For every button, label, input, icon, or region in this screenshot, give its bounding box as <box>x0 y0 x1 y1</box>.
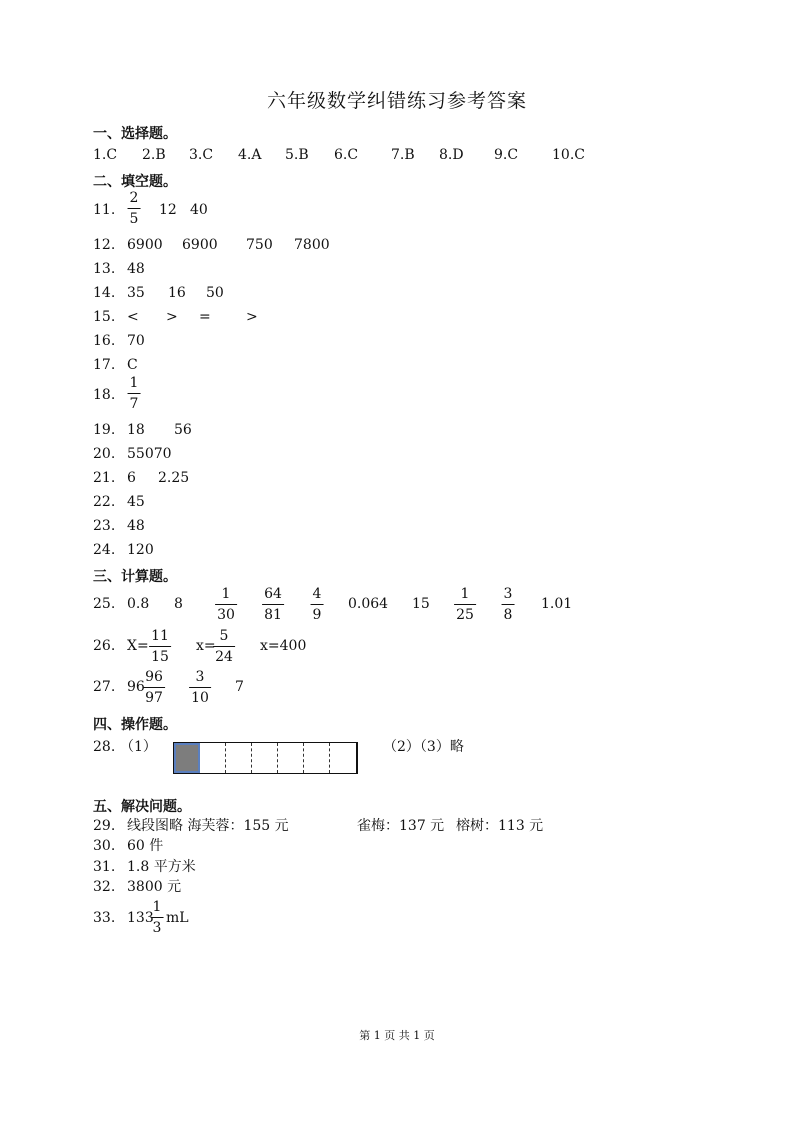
q31-answer: 1.8 平方米 <box>127 859 196 875</box>
choice-item: 8.D <box>439 147 464 163</box>
q25-value: 0.064 <box>348 596 389 612</box>
q19-value: 56 <box>174 422 192 438</box>
grid-cell <box>200 743 226 773</box>
page-footer: 第 1 页 共 1 页 <box>359 1029 435 1042</box>
numerator: 1 <box>460 586 470 602</box>
q29-answer: 线段图略 海芙蓉：155 元 <box>127 818 289 834</box>
denominator: 10 <box>191 690 209 706</box>
denominator: 3 <box>152 920 162 936</box>
denominator: 15 <box>151 649 169 665</box>
q24-number: 24. <box>93 542 116 558</box>
q25-fraction <box>311 586 324 623</box>
numerator: 3 <box>195 669 205 685</box>
denominator: 30 <box>217 607 235 623</box>
q21-value: 2.25 <box>158 470 190 486</box>
choice-item: 4.A <box>238 147 262 163</box>
q25-value: 0.8 <box>127 596 150 612</box>
denominator: 8 <box>503 607 513 623</box>
q25-value: 8 <box>174 596 183 612</box>
q20-number: 20. <box>93 446 116 462</box>
q19-number: 19. <box>93 422 116 438</box>
q22-number: 22. <box>93 494 116 510</box>
choice-item: 1.C <box>93 147 118 163</box>
numerator: 5 <box>219 628 229 644</box>
grid-cell <box>278 743 304 773</box>
q31-number: 31. <box>93 859 116 875</box>
q25-fraction <box>454 586 476 623</box>
choice-item: 6.C <box>334 147 359 163</box>
q21-number: 21. <box>93 470 116 486</box>
q30-number: 30. <box>93 838 116 854</box>
denominator: 81 <box>264 607 282 623</box>
q21-value: 6 <box>127 470 136 486</box>
q25-fraction <box>262 586 284 623</box>
q29-answer: 雀梅：137 元 <box>357 818 445 834</box>
q11-value: 12 <box>159 202 177 218</box>
choice-item: 7.B <box>391 147 415 163</box>
denominator: 5 <box>129 211 139 227</box>
q12-value: 6900 <box>182 237 218 253</box>
numerator: 2 <box>129 190 139 206</box>
numerator: 96 <box>145 669 163 685</box>
numerator: 3 <box>503 586 513 602</box>
q32-number: 32. <box>93 879 116 895</box>
denominator: 24 <box>215 649 233 665</box>
section-solve: 五、解决问题。 <box>93 799 191 815</box>
q28-part1: （1） <box>120 739 157 755</box>
q19-value: 18 <box>127 422 145 438</box>
numerator: 1 <box>221 586 231 602</box>
q15-value: > <box>246 309 258 325</box>
q20-value: 55070 <box>127 446 172 462</box>
section-operation: 四、操作题。 <box>93 717 177 733</box>
q14-value: 50 <box>206 285 224 301</box>
choice-item: 5.B <box>285 147 309 163</box>
q25-value: 15 <box>412 596 430 612</box>
numerator: 64 <box>264 586 282 602</box>
q25-fraction <box>215 586 237 623</box>
numerator: 4 <box>312 586 322 602</box>
q22-value: 45 <box>127 494 145 510</box>
q25-number: 25. <box>93 596 116 612</box>
q25-fraction <box>502 586 515 623</box>
numerator: 11 <box>151 628 169 644</box>
q26-label: X= <box>127 638 149 654</box>
q33-fraction <box>151 899 164 936</box>
q15-value: > <box>166 309 178 325</box>
q28-part2: （2）（3）略 <box>383 739 464 755</box>
q12-value: 7800 <box>294 237 330 253</box>
numerator: 1 <box>129 375 139 391</box>
q27-fraction <box>143 669 165 706</box>
q33-unit: mL <box>166 910 189 926</box>
q23-number: 23. <box>93 518 116 534</box>
q14-number: 14. <box>93 285 116 301</box>
q23-value: 48 <box>127 518 145 534</box>
q12-number: 12. <box>93 237 116 253</box>
q26-label: x= <box>196 638 216 654</box>
q18-fraction <box>128 375 141 412</box>
q16-number: 16. <box>93 333 116 349</box>
shading-grid <box>173 742 358 774</box>
q26-fraction <box>149 628 171 665</box>
q27-value: 7 <box>235 679 244 695</box>
q11-number: 11. <box>93 202 116 218</box>
choice-item: 2.B <box>142 147 166 163</box>
section-fill: 二、填空题。 <box>93 174 177 190</box>
q30-answer: 60 件 <box>127 838 164 854</box>
q13-value: 48 <box>127 261 145 277</box>
q15-value: < <box>127 309 139 325</box>
q18-number: 18. <box>93 387 116 403</box>
q15-value: = <box>199 309 211 325</box>
q26-fraction <box>213 628 235 665</box>
section-calc: 三、计算题。 <box>93 569 177 585</box>
choice-item: 9.C <box>494 147 519 163</box>
q33-whole: 133 <box>127 910 154 926</box>
q26-value: x=400 <box>260 638 307 654</box>
q15-number: 15. <box>93 309 116 325</box>
q33-number: 33. <box>93 910 116 926</box>
q24-value: 120 <box>127 542 154 558</box>
q17-number: 17. <box>93 357 116 373</box>
q16-value: 70 <box>127 333 145 349</box>
denominator: 7 <box>129 396 139 412</box>
q32-answer: 3800 元 <box>127 879 182 895</box>
q17-value: C <box>127 357 138 373</box>
q25-value: 1.01 <box>541 596 573 612</box>
page-title: 六年级数学纠错练习参考答案 <box>266 90 527 112</box>
grid-cell <box>226 743 252 773</box>
q11-value: 40 <box>190 202 208 218</box>
q29-answer: 榕树：113 元 <box>456 818 544 834</box>
q14-value: 35 <box>127 285 145 301</box>
choice-item: 10.C <box>552 147 585 163</box>
grid-cell <box>330 743 356 773</box>
denominator: 25 <box>456 607 474 623</box>
grid-cell <box>304 743 330 773</box>
q27-fraction <box>189 669 211 706</box>
section-choice: 一、选择题。 <box>93 126 177 142</box>
q12-value: 750 <box>246 237 273 253</box>
q29-number: 29. <box>93 818 116 834</box>
denominator: 9 <box>312 607 322 623</box>
choice-item: 3.C <box>189 147 214 163</box>
shaded-cell <box>174 743 200 773</box>
q27-whole: 96 <box>127 679 145 695</box>
q27-number: 27. <box>93 679 116 695</box>
q13-number: 13. <box>93 261 116 277</box>
q14-value: 16 <box>168 285 186 301</box>
q12-value: 6900 <box>127 237 163 253</box>
denominator: 97 <box>145 690 163 706</box>
grid-cell <box>252 743 278 773</box>
q26-number: 26. <box>93 638 116 654</box>
q28-number: 28. <box>93 739 116 755</box>
numerator: 1 <box>152 899 162 915</box>
q11-fraction <box>128 190 141 227</box>
